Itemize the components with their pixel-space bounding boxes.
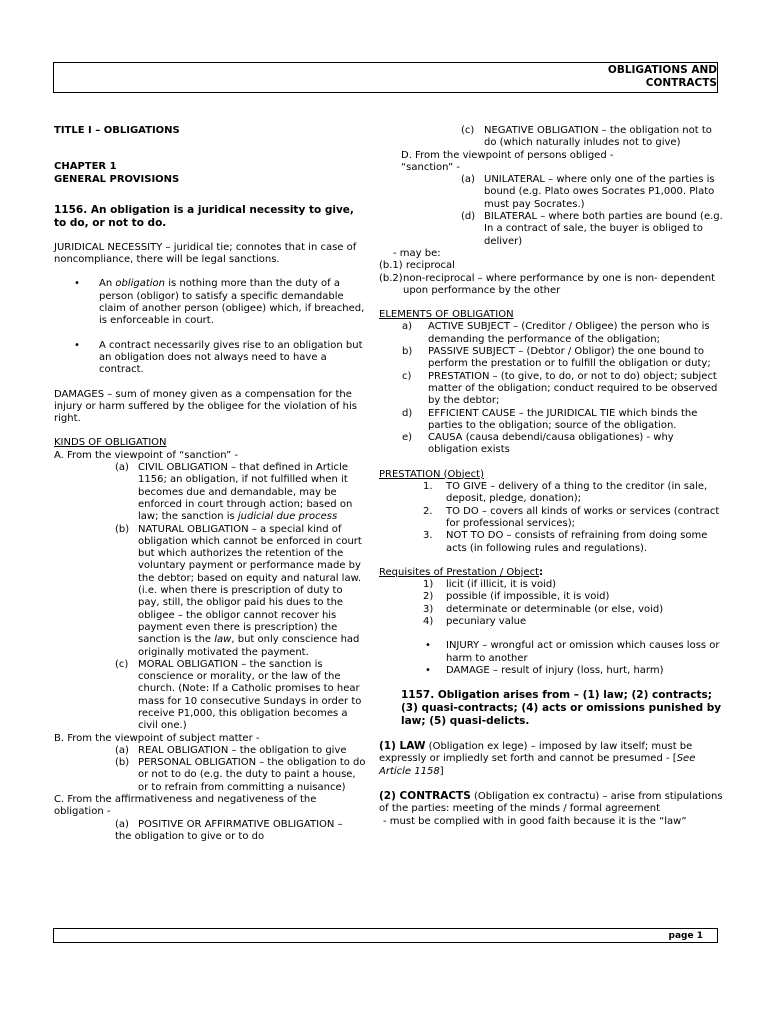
law-label: (1) LAW	[379, 740, 426, 753]
element-item	[379, 321, 724, 346]
item-text: possible (if impossible, it is void)	[446, 591, 610, 603]
item-mark: (a)	[461, 174, 475, 186]
item-text: CAUSA (causa debendi/causa obligationes) - why obligation exists	[428, 432, 674, 456]
item-mark: (d)	[461, 211, 476, 223]
item-text: determinate or determinable (or else, void)	[446, 603, 664, 615]
item-mark: (a)	[115, 818, 129, 830]
item-mark: a)	[402, 321, 413, 333]
kinds-d-item	[379, 174, 724, 211]
bullet-text: DAMAGE – result of injury (loss, hurt, harm)	[446, 664, 664, 676]
item-text: UNILATERAL – where only one of the parties is bound (e.g. Plato owes Socrates P1,000. Plato must pay Socrates.)	[484, 174, 715, 210]
item-text: NOT TO DO – consists of refraining from doing some acts (in following rules and regulations).	[446, 530, 708, 554]
kinds-a-item	[54, 659, 366, 733]
item-mark: 4)	[423, 615, 434, 627]
kinds-b-item	[54, 757, 366, 794]
item-mark: (c)	[115, 658, 129, 670]
law-text: (Obligation ex lege) – imposed by law itself; must be expressly or impliedly set forth and cannot be presumed - [	[379, 741, 693, 765]
page-number: page 1	[668, 931, 703, 941]
item-emphasis: law	[214, 634, 232, 646]
item-text: TO GIVE – delivery of a thing to the creditor (in sale, deposit, pledge, donation);	[446, 481, 708, 505]
kinds-d-heading: D. From the viewpoint of persons obliged -	[401, 149, 614, 161]
item-mark: d)	[402, 407, 413, 419]
item-text: REAL OBLIGATION – the obligation to give	[138, 744, 347, 756]
bullet-mark: •	[425, 664, 431, 676]
may-be-label: - may be:	[393, 247, 441, 259]
injury-bullet	[379, 640, 724, 665]
title-heading: TITLE I – OBLIGATIONS	[54, 125, 180, 136]
item-text-rest: , but only conscience had originally motivated the payment.	[138, 634, 360, 658]
right-column	[379, 125, 724, 828]
item-text: POSITIVE OR AFFIRMATIVE OBLIGATION –	[138, 818, 343, 830]
item-mark: 1)	[423, 579, 434, 591]
item-text: EFFICIENT CAUSE – the JURIDICAL TIE which binds the parties to the obligation; source of the obligation.	[428, 407, 698, 431]
law-close: ]	[439, 765, 444, 777]
item-mark: (a)	[115, 462, 129, 474]
item-mark: (c)	[461, 125, 475, 136]
prestation-item	[379, 481, 724, 506]
item-mark: (a)	[115, 744, 129, 756]
contracts-text: (Obligation ex contractu) – arise from stipulations of the parties: meeting of the minds / formal agreement	[379, 791, 723, 815]
requisite-item	[379, 604, 724, 616]
bullet-mark: •	[425, 640, 431, 652]
article-1156: 1156. An obligation is a juridical necessity to give, to do, or not to do.	[54, 203, 354, 229]
item-mark: (b.2)	[379, 272, 403, 284]
item-text: ACTIVE SUBJECT – (Creditor / Obligee) the person who is demanding the performance of the obligation;	[428, 321, 710, 345]
damage-bullet	[379, 665, 724, 677]
contracts-source	[379, 790, 724, 816]
item-text: NATURAL OBLIGATION – a special kind of obligation which cannot be enforced in court but which authorizes the retention of the voluntary payment or performance made by the debtor; based on equity and natural law. (i.e. when there is prescription of duty to pay, still, the obligor paid his dues to the obligee – the obligor cannot recover his payment even there is prescription) the sanction is the	[138, 523, 362, 646]
bullet-text-rest: is nothing more than the duty of a person (obligor) to satisfy a specific demandable claim of another person (obligee) which, if breached, is enforceable in court.	[99, 278, 365, 327]
chapter-title: GENERAL PROVISIONS	[54, 173, 180, 185]
requisites-colon: :	[539, 566, 543, 578]
item-mark: (b)	[115, 757, 130, 769]
item-text: NEGATIVE OBLIGATION – the obligation not to do (which naturally inludes not to give)	[484, 125, 712, 149]
item-mark: 3.	[423, 530, 433, 542]
item-mark: 2.	[423, 505, 433, 517]
bullet-emphasis: obligation	[115, 278, 166, 290]
reciprocal-item: (b.1) reciprocal	[379, 260, 455, 272]
element-item	[379, 346, 724, 371]
item-text: CIVIL OBLIGATION – that defined in Article 1156; an obligation, if not fulfilled when it becomes due and demandable, may be enforced in court through action; based on law; the sanction is	[138, 462, 353, 523]
kinds-heading: KINDS OF OBLIGATION	[54, 437, 167, 449]
kinds-d-sanction: “sanction” -	[401, 161, 460, 173]
requisites-heading-text: Requisites of Prestation / Object	[379, 566, 539, 578]
item-mark: 2)	[423, 591, 434, 603]
kinds-a-item	[54, 524, 366, 659]
item-text: PRESTATION – (to give, to do, or not to do) object; subject matter of the obligation; conduct required to be observed by the debtor;	[428, 370, 718, 407]
bullet-text: An	[99, 278, 116, 290]
non-reciprocal-item	[379, 273, 724, 298]
kinds-d-item	[379, 211, 724, 248]
kinds-a-item	[54, 462, 366, 523]
left-column	[54, 125, 366, 843]
kinds-c-item	[54, 819, 366, 831]
item-mark: b)	[402, 346, 413, 358]
item-text: non-reciprocal – where performance by one is non- dependent upon performance by the other	[403, 272, 716, 296]
item-mark: c)	[402, 370, 412, 382]
header-title-line2: CONTRACTS	[645, 77, 717, 89]
kinds-c-item-continued: the obligation to give or to do	[115, 830, 265, 842]
elements-heading: ELEMENTS OF OBLIGATION	[379, 309, 514, 321]
damages-definition: DAMAGES – sum of money given as a compensation for the injury or harm suffered by the obligee for the violation of his right.	[54, 388, 357, 425]
header-box	[53, 62, 718, 93]
item-text: pecuniary value	[446, 615, 527, 627]
requisite-item	[379, 579, 724, 591]
item-mark: (b)	[115, 523, 130, 535]
contracts-label: (2) CONTRACTS	[379, 790, 471, 803]
item-text: PERSONAL OBLIGATION – the obligation to do or not to do (e.g. the duty to paint a house, or to refrain from committing a nuisance)	[138, 757, 366, 793]
prestation-heading: PRESTATION (Object)	[379, 468, 484, 480]
obligation-bullet	[54, 278, 366, 327]
item-text: BILATERAL – where both parties are bound (e.g. In a contract of sale, the buyer is obliged to deliver)	[484, 211, 723, 247]
requisite-item	[379, 616, 724, 628]
item-mark: e)	[402, 432, 413, 444]
requisite-item	[379, 591, 724, 603]
bullet-text: A contract necessarily gives rise to an obligation but an obligation does not always need to have a contract.	[99, 339, 363, 376]
requisites-heading	[379, 567, 724, 579]
element-item	[379, 408, 724, 433]
contracts-note: - must be complied with in good faith because it is the “law”	[383, 815, 687, 827]
header-title-line1: OBLIGATIONS AND	[607, 64, 717, 76]
juridical-necessity-definition: JURIDICAL NECESSITY – juridical tie; connotes that in case of noncompliance, there will be legal sanctions.	[54, 241, 357, 266]
item-text: licit (if illicit, it is void)	[446, 579, 557, 591]
law-source	[379, 740, 724, 778]
kinds-c-heading: C. From the affirmativeness and negativeness of the obligation -	[54, 794, 317, 818]
law-article-reference: See Article 1158	[379, 753, 696, 777]
item-mark: 3)	[423, 603, 434, 615]
kinds-a-heading: A. From the viewpoint of “sanction” -	[54, 449, 239, 461]
item-text: TO DO – covers all kinds of works or services (contract for professional services);	[446, 505, 720, 529]
kinds-b-heading: B. From the viewpoint of subject matter -	[54, 732, 260, 744]
kinds-b-item	[54, 745, 366, 757]
article-1157: 1157. Obligation arises from – (1) law; (2) contracts; (3) quasi-contracts; (4) acts or omissions punished by law; (5) quasi-delicts.	[401, 689, 722, 728]
footer-box	[53, 928, 718, 943]
header-title	[608, 64, 717, 90]
bullet-text: INJURY – wrongful act or omission which causes loss or harm to another	[446, 640, 720, 664]
prestation-item	[379, 530, 724, 555]
prestation-item	[379, 506, 724, 531]
item-text: MORAL OBLIGATION – the sanction is conscience or morality, or the law of the church. (Note: If a Catholic promises to hear mass for 10 consecutive Sundays in order to receive P1,000, this obligation becomes a civil one.)	[138, 658, 362, 732]
chapter-heading: CHAPTER 1	[54, 161, 117, 173]
bullet-mark: •	[74, 339, 80, 351]
item-mark: 1.	[423, 481, 433, 493]
contract-bullet	[54, 340, 366, 377]
item-text: PASSIVE SUBJECT – (Debtor / Obligor) the one bound to perform the prestation or to fulfill the obligation or duty;	[428, 346, 711, 370]
negative-obligation	[379, 125, 724, 150]
bullet-mark: •	[74, 278, 80, 290]
element-item	[379, 371, 724, 408]
element-item	[379, 432, 724, 457]
item-emphasis: judicial due process	[237, 511, 338, 523]
